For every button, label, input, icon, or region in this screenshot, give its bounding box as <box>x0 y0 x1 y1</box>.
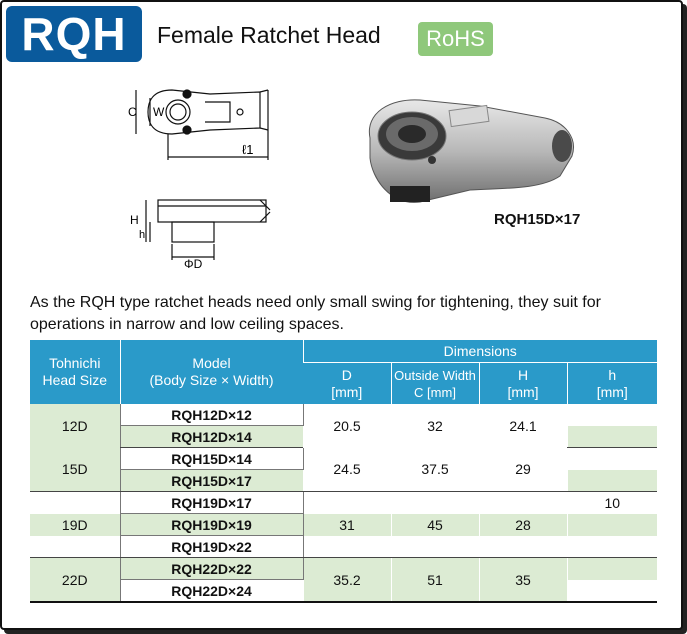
header-dimensions: Dimensions <box>303 340 657 363</box>
cell-head-size <box>30 536 120 558</box>
table-row <box>30 492 657 514</box>
cell-head-size <box>30 492 120 514</box>
cell-c: 51 <box>391 558 479 603</box>
cell-c <box>391 536 479 558</box>
dim-label-c: C <box>128 105 137 119</box>
header-h-small: h [mm] <box>567 363 657 405</box>
cell-model: RQH12D×14 <box>120 426 303 448</box>
cell-h: 29 <box>479 448 567 492</box>
table-row <box>30 558 657 580</box>
header-d: D [mm] <box>303 363 391 405</box>
description-text: As the RQH type ratchet heads need only small swing for tightening, they suit for operations in narrow and low ceiling spaces. <box>30 294 601 333</box>
cell-head-size: 12D <box>30 404 120 448</box>
cell-h-small <box>567 426 657 448</box>
header-c: Outside Width C [mm] <box>391 363 479 405</box>
cell-h-small <box>567 514 657 536</box>
cell-h-small <box>567 580 657 603</box>
cell-h-small <box>567 448 657 470</box>
cell-model: RQH22D×24 <box>120 580 303 603</box>
cell-model: RQH15D×14 <box>120 448 303 470</box>
table-row <box>30 514 657 536</box>
header-model: Model (Body Size × Width) <box>120 340 303 404</box>
product-photo <box>350 78 585 218</box>
cell-c: 45 <box>391 514 479 536</box>
cell-h <box>479 492 567 514</box>
series-code-tag: RQH <box>6 6 142 62</box>
cell-h-small <box>567 558 657 580</box>
cell-model: RQH19D×19 <box>120 514 303 536</box>
header-head-size: Tohnichi Head Size <box>30 340 120 404</box>
photo-caption: RQH15D×17 <box>494 211 581 228</box>
cell-h: 35 <box>479 558 567 603</box>
table-row <box>30 536 657 558</box>
cell-c: 32 <box>391 404 479 448</box>
cell-c <box>391 492 479 514</box>
cell-d: 20.5 <box>303 404 391 448</box>
cell-head-size: 19D <box>30 514 120 536</box>
cell-model: RQH19D×17 <box>120 492 303 514</box>
cell-head-size: 22D <box>30 558 120 603</box>
dim-label-w: W <box>153 105 165 119</box>
cell-h-small <box>567 470 657 492</box>
table-row <box>30 404 657 426</box>
cell-model: RQH19D×22 <box>120 536 303 558</box>
cell-h-small <box>567 404 657 426</box>
cell-d: 35.2 <box>303 558 391 603</box>
cell-h <box>479 536 567 558</box>
dim-label-l1: ℓ1 <box>242 142 254 157</box>
cell-h: 28 <box>479 514 567 536</box>
cell-d <box>303 492 391 514</box>
cell-model: RQH12D×12 <box>120 404 303 426</box>
product-title: Female Ratchet Head <box>157 22 381 48</box>
cell-h-small: 10 <box>567 492 657 514</box>
table-row <box>30 448 657 470</box>
rohs-badge: RoHS <box>418 22 493 56</box>
dim-label-d: ΦD <box>184 257 203 271</box>
technical-drawing <box>110 72 340 277</box>
dim-label-h-upper: H <box>130 213 139 227</box>
dim-label-h-lower: h <box>139 229 146 241</box>
cell-h-small <box>567 536 657 558</box>
header-h: H [mm] <box>479 363 567 405</box>
cell-d: 31 <box>303 514 391 536</box>
cell-d: 24.5 <box>303 448 391 492</box>
dimensions-table <box>30 340 657 603</box>
cell-c: 37.5 <box>391 448 479 492</box>
cell-d <box>303 536 391 558</box>
cell-h: 24.1 <box>479 404 567 448</box>
cell-model: RQH22D×22 <box>120 558 303 580</box>
cell-model: RQH15D×17 <box>120 470 303 492</box>
cell-head-size: 15D <box>30 448 120 492</box>
